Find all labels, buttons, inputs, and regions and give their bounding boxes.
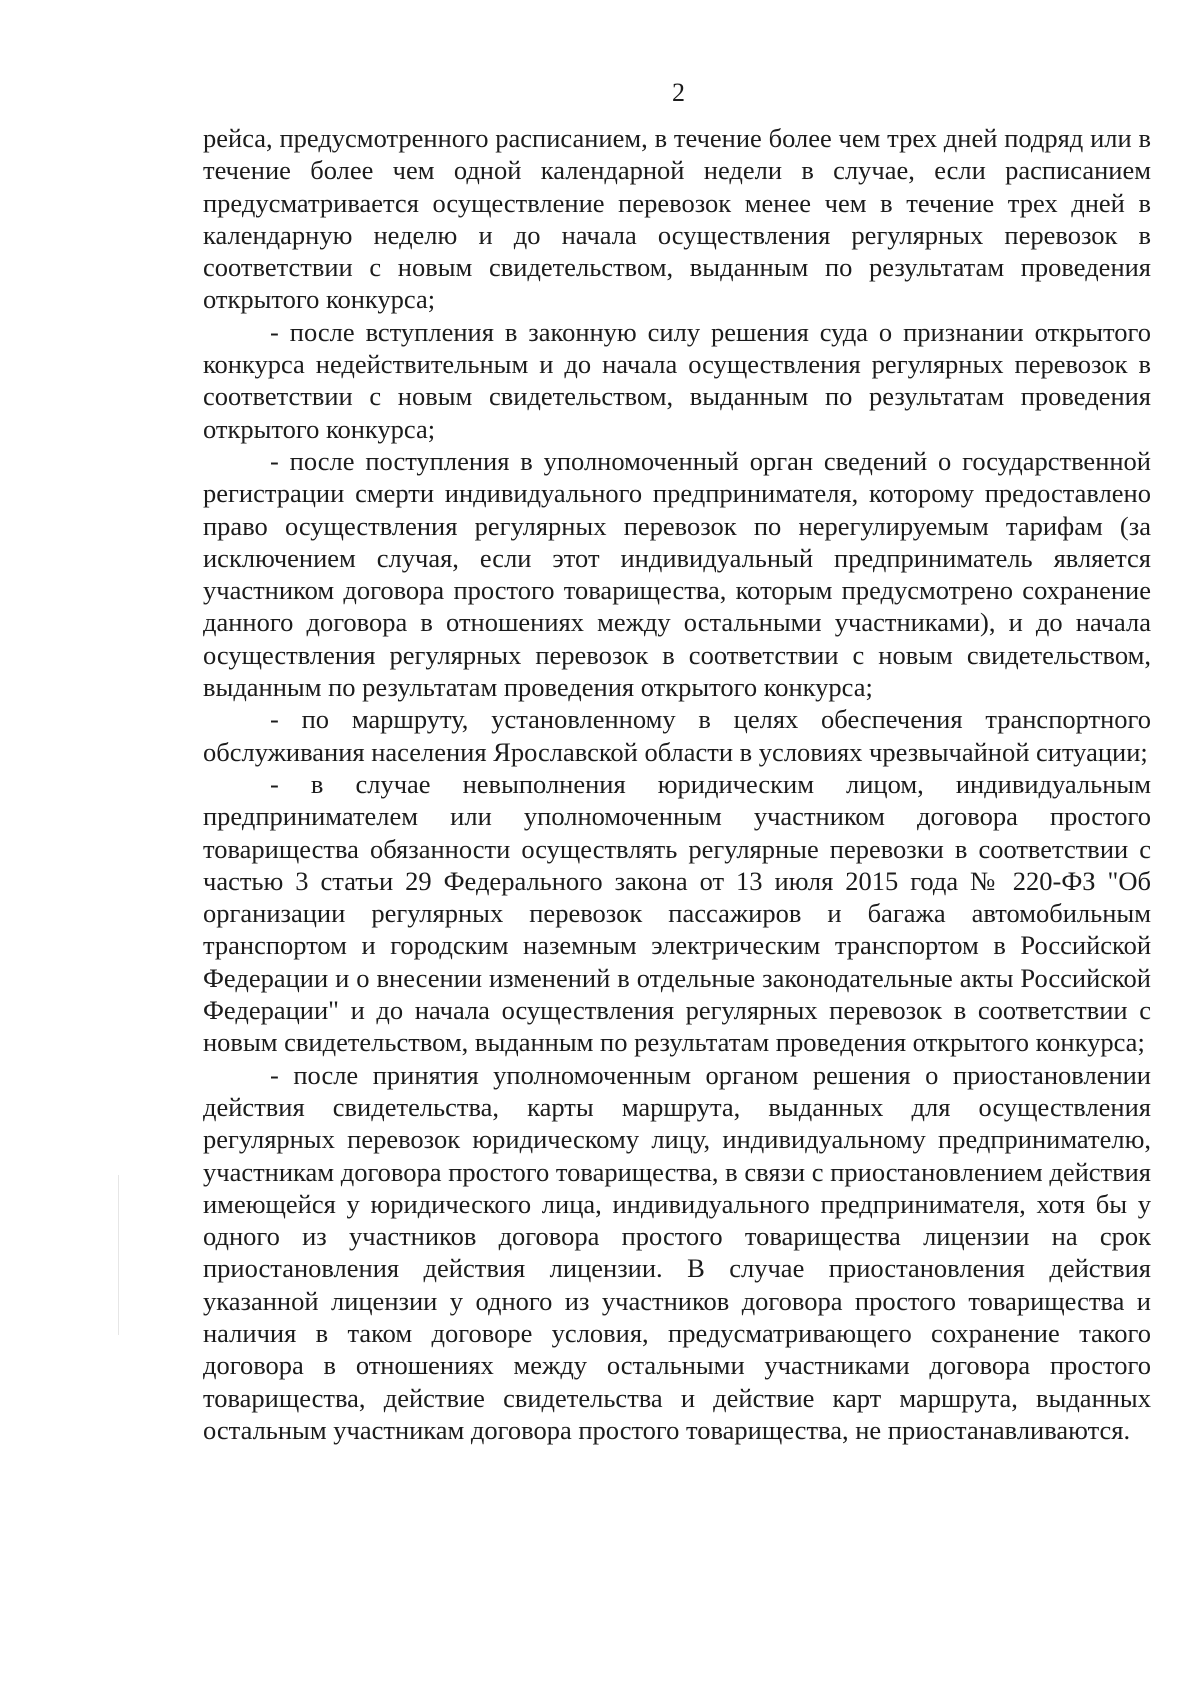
list-item-death-registration: - после поступления в уполномоченный орган сведений о государственной регистрации смерти индивидуального предпринимателя, которому предоставлено право осуществления регулярных перевозок по нерегулируемым тарифам (за исключением случая, если этот индивидуальный предприниматель является участником договора простого товарищества, которым предусмотрено сохранение данного договора в отношениях между остальными участниками), и до начала осуществления регулярных перевозок в соответствии с новым свидетельством, выданным по результатам проведения открытого конкурса;	[203, 445, 1151, 703]
list-item-license-suspension: - после принятия уполномоченным органом решения о приостановлении действия свидетельства, карты маршрута, выданных для осуществления регулярных перевозок юридическому лицу, индивидуальному предпринимателю, участникам договора простого товарищества, в связи с приостановлением действия имеющейся у юридического лица, индивидуального предпринимателя, хотя бы у одного из участников договора простого товарищества лицензии на срок приостановления действия лицензии. В случае приостановления действия указанной лицензии у одного из участников договора простого товарищества и наличия в таком договоре условия, предусматривающего сохранение такого договора в отношениях между остальными участниками договора простого товарищества, действие свидетельства и действие карт маршрута, выданных остальным участникам договора простого товарищества, не приостанавливаются.	[203, 1059, 1151, 1445]
page-number: 2	[672, 78, 685, 107]
paragraph-continuation: рейса, предусмотренного расписанием, в течение более чем трех дней подряд или в течение более чем одной календарной недели в случае, если расписанием предусматривается осуществление перевозок менее чем в течение трех дней в календарную неделю и до начала осуществления регулярных перевозок в соответствии с новым свидетельством, выданным по результатам проведения открытого конкурса;	[203, 123, 1151, 315]
list-item-emergency-route: - по маршруту, установленному в целях обеспечения транспортного обслуживания населения Ярославской области в условиях чрезвычайной ситуации;	[203, 704, 1151, 767]
list-item-court-decision: - после вступления в законную силу решения суда о признании открытого конкурса недействительным и до начала осуществления регулярных перевозок в соответствии с новым свидетельством, выданным по результатам проведения открытого конкурса;	[203, 316, 1151, 444]
document-body	[203, 122, 1151, 1446]
scan-margin-mark	[118, 1175, 119, 1335]
list-item-obligation-failure: - в случае невыполнения юридическим лицом, индивидуальным предпринимателем или уполномоченным участником договора простого товарищества обязанности осуществлять регулярные перевозки в соответствии с частью 3 статьи 29 Федерального закона от 13 июля 2015 года № 220-ФЗ "Об организации регулярных перевозок пассажиров и багажа автомобильным транспортом и городским наземным электрическим транспортом в Российской Федерации и о внесении изменений в отдельные законодательные акты Российской Федерации" и до начала осуществления регулярных перевозок в соответствии с новым свидетельством, выданным по результатам проведения открытого конкурса;	[203, 768, 1151, 1058]
